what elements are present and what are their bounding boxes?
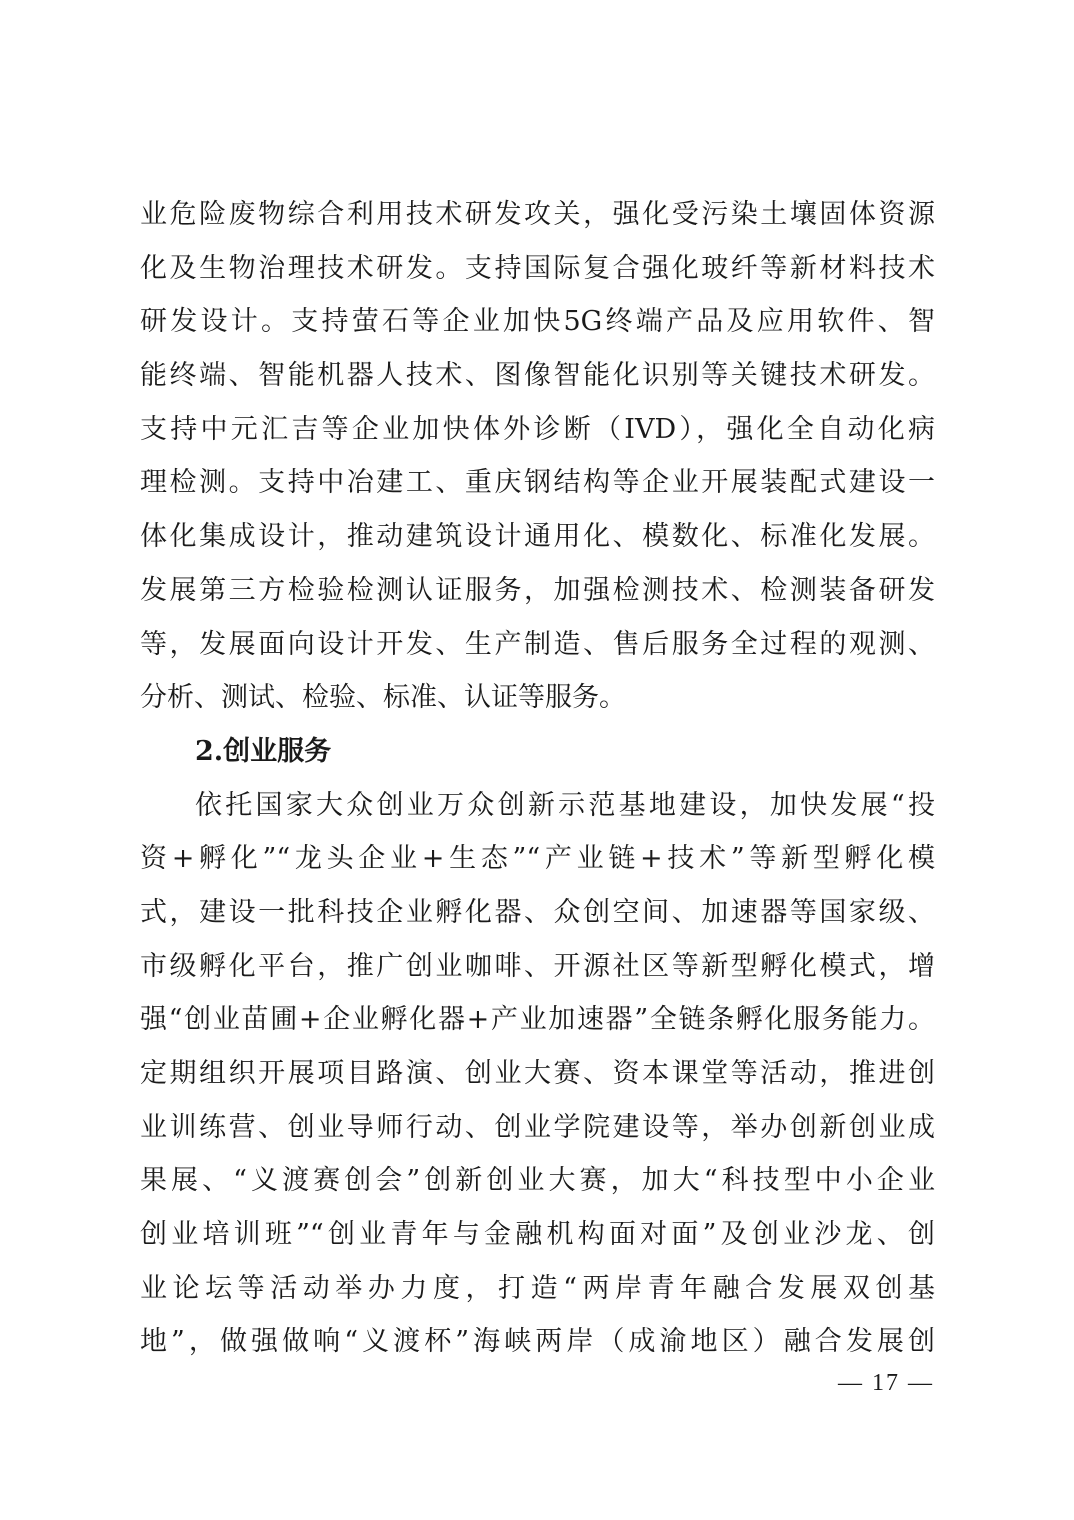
paragraph-line: 强“创业苗圃+企业孵化器+产业加速器”全链条孵化服务能力。 — [140, 1004, 935, 1036]
paragraph-line: 创业培训班”“创业青年与金融机构面对面”及创业沙龙、创 — [140, 1219, 935, 1251]
paragraph-line: 业危险废物综合利用技术研发攻关，强化受污染土壤固体资源 — [140, 199, 935, 230]
paragraph-line: 体化集成设计，推动建筑设计通用化、模数化、标准化发展。 — [140, 521, 935, 553]
paragraph-line: 发展第三方检验检测认证服务，加强检测技术、检测装备研发 — [140, 574, 935, 606]
paragraph-line: 研发设计。支持萤石等企业加快5G终端产品及应用软件、智 — [140, 306, 935, 338]
paragraph-line: 理检测。支持中冶建工、重庆钢结构等企业开展装配式建设一 — [140, 467, 935, 499]
paragraph-line: 依托国家大众创业万众创新示范基地建设，加快发展“投 — [195, 789, 935, 821]
paragraph-line: 分析、测试、检验、标准、认证等服务。 — [140, 682, 626, 714]
section-heading: 2.创业服务 — [195, 735, 332, 767]
paragraph-line: 式，建设一批科技企业孵化器、众创空间、加速器等国家级、 — [140, 896, 935, 928]
paragraph-line: 地”，做强做响“义渡杯”海峡两岸（成渝地区）融合发展创 — [140, 1326, 935, 1358]
paragraph-line: 市级孵化平台，推广创业咖啡、开源社区等新型孵化模式，增 — [140, 950, 935, 982]
paragraph-line: 资+孵化”“龙头企业+生态”“产业链+技术”等新型孵化模 — [140, 843, 935, 875]
paragraph-line: 化及生物治理技术研发。支持国际复合强化玻纤等新材料技术 — [140, 252, 935, 284]
page-number: — 17 — — [838, 1370, 934, 1396]
paragraph-line: 定期组织开展项目路演、创业大赛、资本课堂等活动，推进创 — [140, 1058, 935, 1089]
document-body — [140, 188, 935, 1369]
paragraph-line: 业论坛等活动举办力度，打造“两岸青年融合发展双创基 — [140, 1272, 935, 1304]
paragraph-line: 等，发展面向设计开发、生产制造、售后服务全过程的观测、 — [140, 628, 935, 660]
paragraph-line: 能终端、智能机器人技术、图像智能化识别等关键技术研发。 — [140, 360, 935, 392]
paragraph-line: 业训练营、创业导师行动、创业学院建设等，举办创新创业成 — [140, 1111, 935, 1143]
paragraph-line: 支持中元汇吉等企业加快体外诊断（IVD），强化全自动化病 — [140, 413, 935, 445]
paragraph-line: 果展、“义渡赛创会”创新创业大赛，加大“科技型中小企业 — [140, 1165, 935, 1197]
